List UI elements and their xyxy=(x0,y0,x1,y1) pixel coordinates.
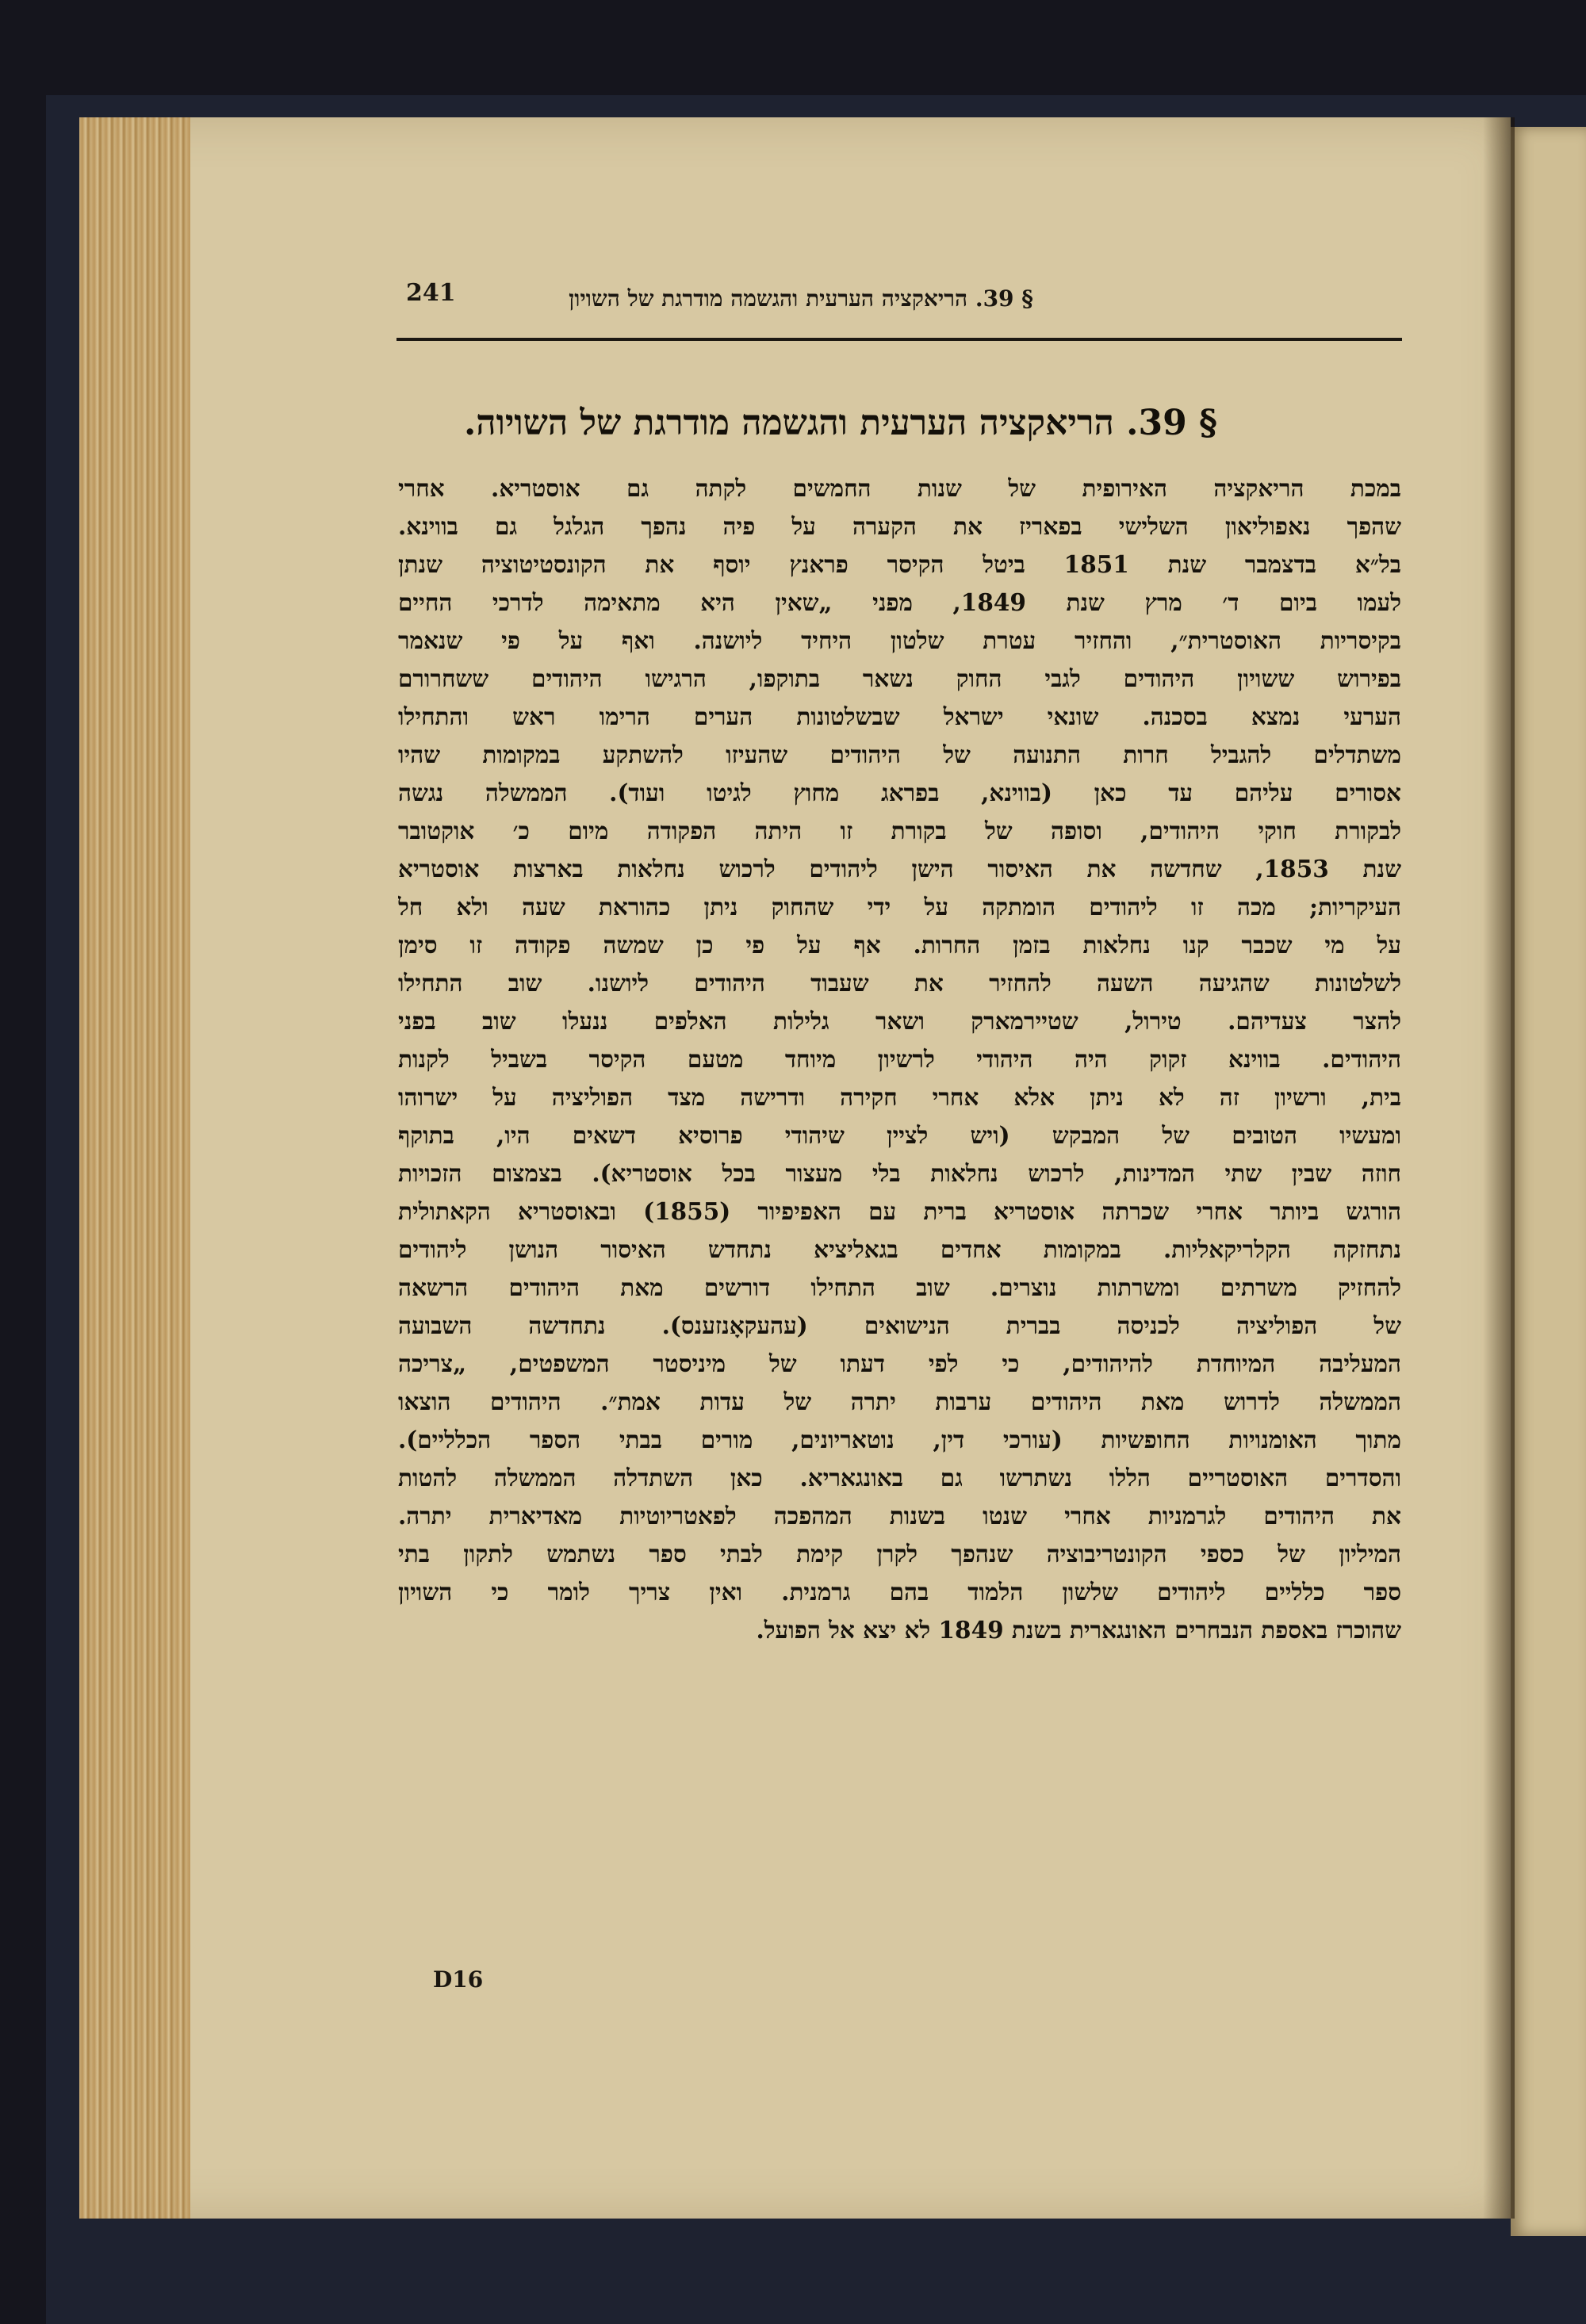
body-line: הממשלה לדרוש מאת היהודים ערבות יתרה של עדות אמת״. היהודים הוצאו xyxy=(398,1388,1401,1415)
page-number: 241 xyxy=(406,279,456,307)
facing-page-edge xyxy=(1511,127,1586,2236)
body-line: המיליון של כספי הקונטריבוציה שנהפך לקרן קימת לבתי ספר נשתמש לתקון בתי xyxy=(398,1540,1401,1568)
header-rule xyxy=(396,338,1402,341)
body-line: משתדלים להגביל חרות התנועה של היהודים שהעיזו להשתקע במקומות שהיו xyxy=(398,741,1401,768)
body-line: במכת הריאקציה האירופית של שנות החמשים לקתה גם אוסטריא. אחרי xyxy=(398,474,1401,502)
body-line: להחזיק משרתים ומשרתות נוצרים. שוב התחילו דורשים מאת היהודים הרשאה xyxy=(398,1273,1401,1301)
body-line: לבקורת חוקי היהודים, וסופה של בקורת זו היתה הפקודה מיום כ׳ אוקטובר xyxy=(398,817,1401,844)
body-line: המעליבה המיוחדת להיהודים, כי לפי דעתו של מיניסטר המשפטים, „צריכה xyxy=(398,1350,1401,1377)
page-edges xyxy=(79,117,190,2219)
body-line: בקיסריות האוסטרית״, והחזיר עטרת שלטון היחיד ליושנה. ואף על פי שנאמר xyxy=(398,626,1401,654)
section-title: § 39. הריאקציה הערעית והגשמה מודרגת של השויוה. xyxy=(463,403,1218,443)
body-line: הורגש ביותר אחרי שכרתה אוסטריא ברית עם האפיפיור (1855) ובאוסטריא הקאתולית xyxy=(398,1197,1401,1225)
body-line: העיקריות; מכה זו ליהודים הומתקה על ידי שהחוק ניתן כהוראת שעה ולא חל xyxy=(398,893,1401,921)
body-line: של הפוליציה לכניסה בברית הנישואים (עהעקאָנזענס). נתחדשה השבועה xyxy=(398,1311,1401,1339)
body-line: את היהודים לגרמניות אחרי שנטו בשנות המהפכה לפאטריוטיות מאדיארית יתרה. xyxy=(398,1502,1401,1530)
body-line: להצר צעדיהם. טירול, שטיירמארק ושאר גלילות האלפים ננעלו שוב בפני xyxy=(398,1007,1401,1035)
body-line: והסדרים האוסטריים הללו נשתרשו גם באונגאריא. כאן השתדלה הממשלה להטות xyxy=(398,1464,1401,1491)
body-line: בל״א בדצמבר שנת 1851 ביטל הקיסר פראנץ יוסף את הקונסטיטוציה שנתן xyxy=(398,550,1401,578)
body-line: בפירוש ששויון היהודים לגבי החוק נשאר בתוקפו, הרגישו היהודים ששחרורם xyxy=(398,664,1401,692)
page-gutter-shadow xyxy=(1483,117,1515,2219)
body-text xyxy=(398,469,1401,1644)
body-line: שנת 1853, שחדשה את האיסור הישן ליהודים לרכוש נחלאות בארצות אוסטריא xyxy=(398,855,1401,883)
body-line: על מי שכבר קנו נחלאות בזמן החרות. אף על פי כן שמשה פקודה זו סימן xyxy=(398,931,1401,959)
body-line: ספר כלליים ליהודים שלשון הלמוד בהם גרמנית. ואין צריך לומר כי השויון xyxy=(398,1578,1401,1606)
body-line: שהוכרז באספת הנבחרים האונגארית בשנת 1849 לא יצא אל הפועל. xyxy=(756,1616,1401,1644)
running-head: § 39. הריאקציה הערעית והגשמה מודרגת של השויון xyxy=(569,285,1033,312)
body-line: שהפך נאפוליאון השלישי בפאריז את הקערה על פיה נהפך הגלגל גם בווינא. xyxy=(398,512,1401,540)
body-line: היהודים. בווינא זקוק היה היהודי לרשיון מיוחד מטעם הקיסר בשביל לקנות xyxy=(398,1045,1401,1073)
body-line: אסורים עליהם עד כאן (בווינא, בפראג מחוץ לגיטו ועוד). הממשלה נגשה xyxy=(398,779,1401,806)
body-line: חוזה שבין שתי המדינות, לרכוש נחלאות בלי מעצור בכל אוסטריא). בצמצום הזכויות xyxy=(398,1159,1401,1187)
body-line: לעמו ביום ד׳ מרץ שנת 1849, מפני „שאין היא מתאימה לדרכי החיים xyxy=(398,588,1401,616)
body-line: בית, ורשיון זה לא ניתן אלא אחרי חקירה ודרישה מצד הפוליציה על ישרוהו xyxy=(398,1083,1401,1111)
body-line: מתוך האומנויות החופשיות (עורכי דין, נוטאריונים, מורים בבתי הספר הכלליים). xyxy=(398,1426,1401,1453)
body-line: לשלטונות שהגיעה השעה להחזיר את שעבוד היהודים ליושנו. שוב התחילו xyxy=(398,969,1401,997)
body-line: הערעי נמצא בסכנה. שונאי ישראל שבשלטונות הערים הרימו ראש והתחילו xyxy=(398,703,1401,730)
body-line: נתחזקה הקלריקאליות. במקומות אחדים בגאליציא נתחדש האיסור הנושן ליהודים xyxy=(398,1235,1401,1263)
printer-signature: D16 xyxy=(433,1966,484,1993)
body-line: ומעשיו הטובים של המבקש (ויש לציין שיהודי פרוסיא דשאים היו, בתוקף xyxy=(398,1121,1401,1149)
